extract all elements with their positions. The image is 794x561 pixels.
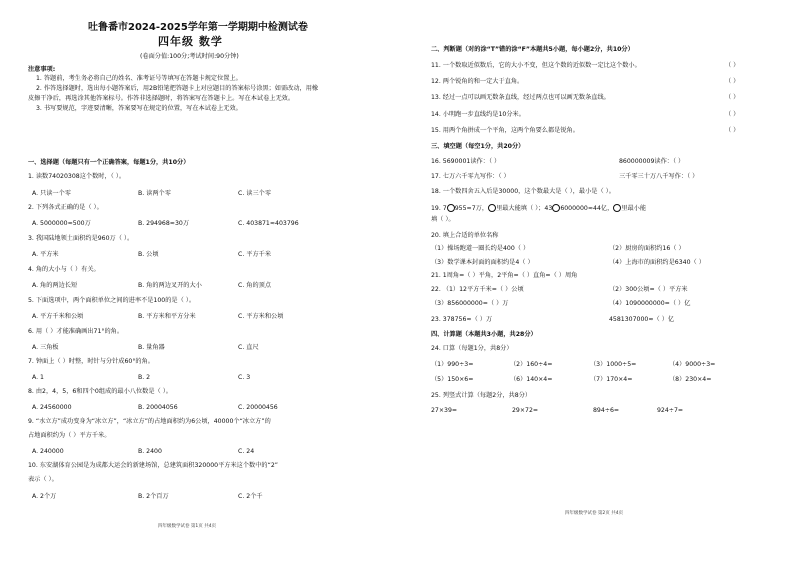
option-a: A. 平方米 bbox=[32, 251, 59, 258]
option-a: A. 三角板 bbox=[32, 344, 59, 351]
oral-item: （4）9000÷3= bbox=[669, 361, 716, 368]
vertical-item: 894÷6= bbox=[593, 407, 620, 414]
option-a: A. 只读一个零 bbox=[32, 190, 71, 197]
calc-q25: 25. 列竖式计算（每题2分，共8分） bbox=[431, 392, 532, 399]
score-info: (卷面分值:100分;考试时间:90分钟) bbox=[140, 53, 239, 60]
fill-q20c: （3）数学课本封面的面积约是4（ ） bbox=[431, 259, 534, 266]
page-footer: 四年级数学试卷 第1页 共4页 bbox=[158, 524, 217, 529]
question-stem: 9. “水立方”成功变身为“冰立方”，“冰立方”的占地面积约为6公顷，40000个“冰立方”的 bbox=[28, 418, 271, 425]
option-c: C. 读三个零 bbox=[238, 190, 272, 197]
section-judge-heading: 二、判断题（对的涂“T”错的涂“F”本题共5小题，每小题2分，共10分） bbox=[431, 46, 634, 53]
question-stem-cont: 表示（ ）。 bbox=[28, 476, 58, 483]
oral-item: （3）1000÷5= bbox=[590, 361, 637, 368]
option-a: A. 24560000 bbox=[32, 404, 72, 411]
fill-q18: 18. 一个数四舍五入后是30000，这个数最大是（ ），最小是（ ）。 bbox=[431, 188, 615, 195]
fill-q20: 20. 填上合适的单位名称 bbox=[431, 232, 499, 239]
judge-item: 14. 小明跑一步直线约是10分米。 bbox=[431, 111, 525, 118]
answer-paren: （ ） bbox=[725, 62, 740, 69]
oral-item: （7）170×4= bbox=[590, 376, 633, 383]
option-b: B. 20004056 bbox=[138, 404, 178, 411]
option-c: C. 20000456 bbox=[238, 404, 278, 411]
calc-q24: 24. 口算（每题1分，共8分） bbox=[431, 345, 513, 352]
option-c: C. 3 bbox=[238, 374, 251, 381]
option-c: C. 403871≈403796 bbox=[238, 220, 299, 227]
oral-item: （6）140×4= bbox=[510, 376, 553, 383]
vertical-item: 924÷7= bbox=[657, 407, 684, 414]
fill-q17b: 三千零三十万八千写作：（ ） bbox=[619, 173, 699, 180]
question-stem: 7. 钟面上（ ）时整，时针与分针成60°的角。 bbox=[28, 358, 154, 365]
question-stem: 5. 下面选项中，两个面积单位之间的进率不是100的是（ ）。 bbox=[28, 297, 196, 304]
option-b: B. 2个百万 bbox=[138, 493, 169, 500]
question-stem: 6. 用（ ）才能准确画出71°的角。 bbox=[28, 328, 124, 335]
option-a: A. 1 bbox=[32, 374, 44, 381]
question-stem: 1. 读数74020308这个数时，（ ）。 bbox=[28, 173, 126, 180]
exam-subtitle: 四年级 数学 bbox=[158, 35, 223, 48]
fill-q16a: 16. 5690001读作：（ ） bbox=[431, 158, 501, 165]
answer-paren: （ ） bbox=[725, 111, 740, 118]
fill-q17a: 17. 七万六千零九写作：（ ） bbox=[431, 173, 510, 180]
option-c: C. 平方千米 bbox=[238, 251, 272, 258]
exam-page-right bbox=[397, 0, 794, 561]
question-stem-cont: 占地面积约为（ ）平方千米。 bbox=[28, 432, 111, 439]
fill-q22a: 22. （1）12平方千米=（ ）公顷 bbox=[431, 286, 524, 293]
fill-q20a: （1）操场跑道一圈长约是400（ ） bbox=[431, 245, 530, 252]
fill-q23a: 23. 378756≈（ ）万 bbox=[431, 316, 493, 323]
fill-q19: 19. 7 955≈7万， 里最大能填（ ）；43 6000000≈44亿， 里最小能 bbox=[431, 205, 647, 212]
option-b: B. 平方米和平方分米 bbox=[138, 313, 196, 320]
oral-item: （8）230×4= bbox=[669, 376, 712, 383]
notice-line: 2. 作答选择题时，选出每小题答案后，用2B铅笔把答题卡上对应题目的答案标号涂黑；如需改动，用橡 bbox=[36, 85, 319, 92]
option-b: B. 294968≈30万 bbox=[138, 220, 190, 227]
fill-q22c: （3）856000000=（ ）万 bbox=[431, 300, 509, 307]
section-calc-heading: 四、计算题（本题共3小题，共28分） bbox=[431, 331, 537, 338]
vertical-item: 27×39= bbox=[431, 407, 458, 414]
section-choice-heading: 一、选择题（每题只有一个正确答案，每题1分，共10分） bbox=[28, 159, 190, 166]
blank-circle-icon bbox=[447, 204, 455, 212]
section-fill-heading: 三、填空题（每空1分，共20分） bbox=[431, 143, 525, 150]
notice-line: 3. 书写要规范，字迹要清晰，答案要写在规定的位置，写在本试卷上无效。 bbox=[36, 105, 242, 112]
fill-q20b: （2）厨房的面积约16（ ） bbox=[609, 245, 685, 252]
option-a: A. 240000 bbox=[32, 448, 64, 455]
option-c: C. 24 bbox=[238, 448, 255, 455]
option-a: A. 平方千米和公顷 bbox=[32, 313, 84, 320]
vertical-item: 29×72= bbox=[512, 407, 539, 414]
option-c: C. 角的顶点 bbox=[238, 282, 272, 289]
fill-q20d: （4）上海市的面积约是6340（ ） bbox=[609, 259, 705, 266]
oral-item: （2）160÷4= bbox=[510, 361, 553, 368]
option-c: C. 直尺 bbox=[238, 344, 259, 351]
fill-q19-text: 19. 7 bbox=[431, 205, 447, 212]
question-stem: 8. 由2，4，5，6和四个0组成的最小八位数是（ ）。 bbox=[28, 388, 172, 395]
fill-q22b: （2）300公顷=（ ）平方米 bbox=[609, 286, 688, 293]
option-b: B. 公顷 bbox=[138, 251, 159, 258]
judge-item: 13. 经过一点可以画无数条直线，经过两点也可以画无数条直线。 bbox=[431, 94, 610, 101]
answer-paren: （ ） bbox=[725, 78, 740, 85]
judge-item: 11. 一个数取近似数后，它的大小不变，但这个数的近似数一定比这个数小。 bbox=[431, 62, 641, 69]
question-stem: 4. 角的大小与（ ）有关。 bbox=[28, 266, 100, 273]
option-b: B. 2400 bbox=[138, 448, 162, 455]
exam-title: 吐鲁番市2024-2025学年第一学期期中检测试卷 bbox=[88, 22, 308, 33]
notice-heading: 注意事项: bbox=[28, 66, 56, 73]
oral-item: （1）990÷3= bbox=[431, 361, 474, 368]
fill-q22d: （4）1090000000=（ ）亿 bbox=[609, 300, 691, 307]
option-c: C. 平方米和公顷 bbox=[238, 313, 284, 320]
option-a: A. 2个万 bbox=[32, 493, 57, 500]
option-c: C. 2个千 bbox=[238, 493, 263, 500]
option-b: B. 角的两边叉开的大小 bbox=[138, 282, 202, 289]
option-b: B. 2 bbox=[138, 374, 151, 381]
fill-q21: 21. 1周角=（ ）平角，2平角=（ ）直角=（ ）周角 bbox=[431, 272, 578, 279]
option-b: B. 读两个零 bbox=[138, 190, 171, 197]
question-stem: 2. 下列各式正确的是（ ）。 bbox=[28, 204, 103, 211]
option-a: A. 5000000≈500万 bbox=[32, 220, 91, 227]
notice-line: 皮擦干净后，再选涂其他答案标号。作答非选择题时，将答案写在答题卡上。写在本试卷上无效。 bbox=[28, 95, 295, 102]
page-footer: 四年级数学试卷 第2页 共4页 bbox=[565, 511, 624, 516]
judge-item: 12. 两个锐角的和一定大于直角。 bbox=[431, 78, 524, 85]
answer-paren: （ ） bbox=[725, 127, 740, 134]
option-b: B. 量角器 bbox=[138, 344, 165, 351]
notice-line: 1. 答题前，考生务必将自己的姓名、准考证号等填写在答题卡规定位置上。 bbox=[36, 75, 242, 82]
fill-q19-cont: 填（ ）。 bbox=[431, 216, 455, 223]
fill-q16b: 860000009读作：（ ） bbox=[619, 158, 685, 165]
oral-item: （5）150×6= bbox=[431, 376, 474, 383]
judge-item: 15. 用两个角拼成一个平角，这两个角要么都是锐角。 bbox=[431, 127, 579, 134]
question-stem: 10. 东安湖体育公园是为成都大运会的新建场馆，总建筑面积320000平方米这个数中的“2” bbox=[28, 462, 278, 469]
blank-circle-icon bbox=[488, 204, 496, 212]
fill-q23b: 4581307000≈（ ）亿 bbox=[609, 316, 675, 323]
question-stem: 3. 我国陆地领土面积约是960万（ ）。 bbox=[28, 235, 134, 242]
answer-paren: （ ） bbox=[725, 94, 740, 101]
option-a: A. 角的两边长短 bbox=[32, 282, 78, 289]
